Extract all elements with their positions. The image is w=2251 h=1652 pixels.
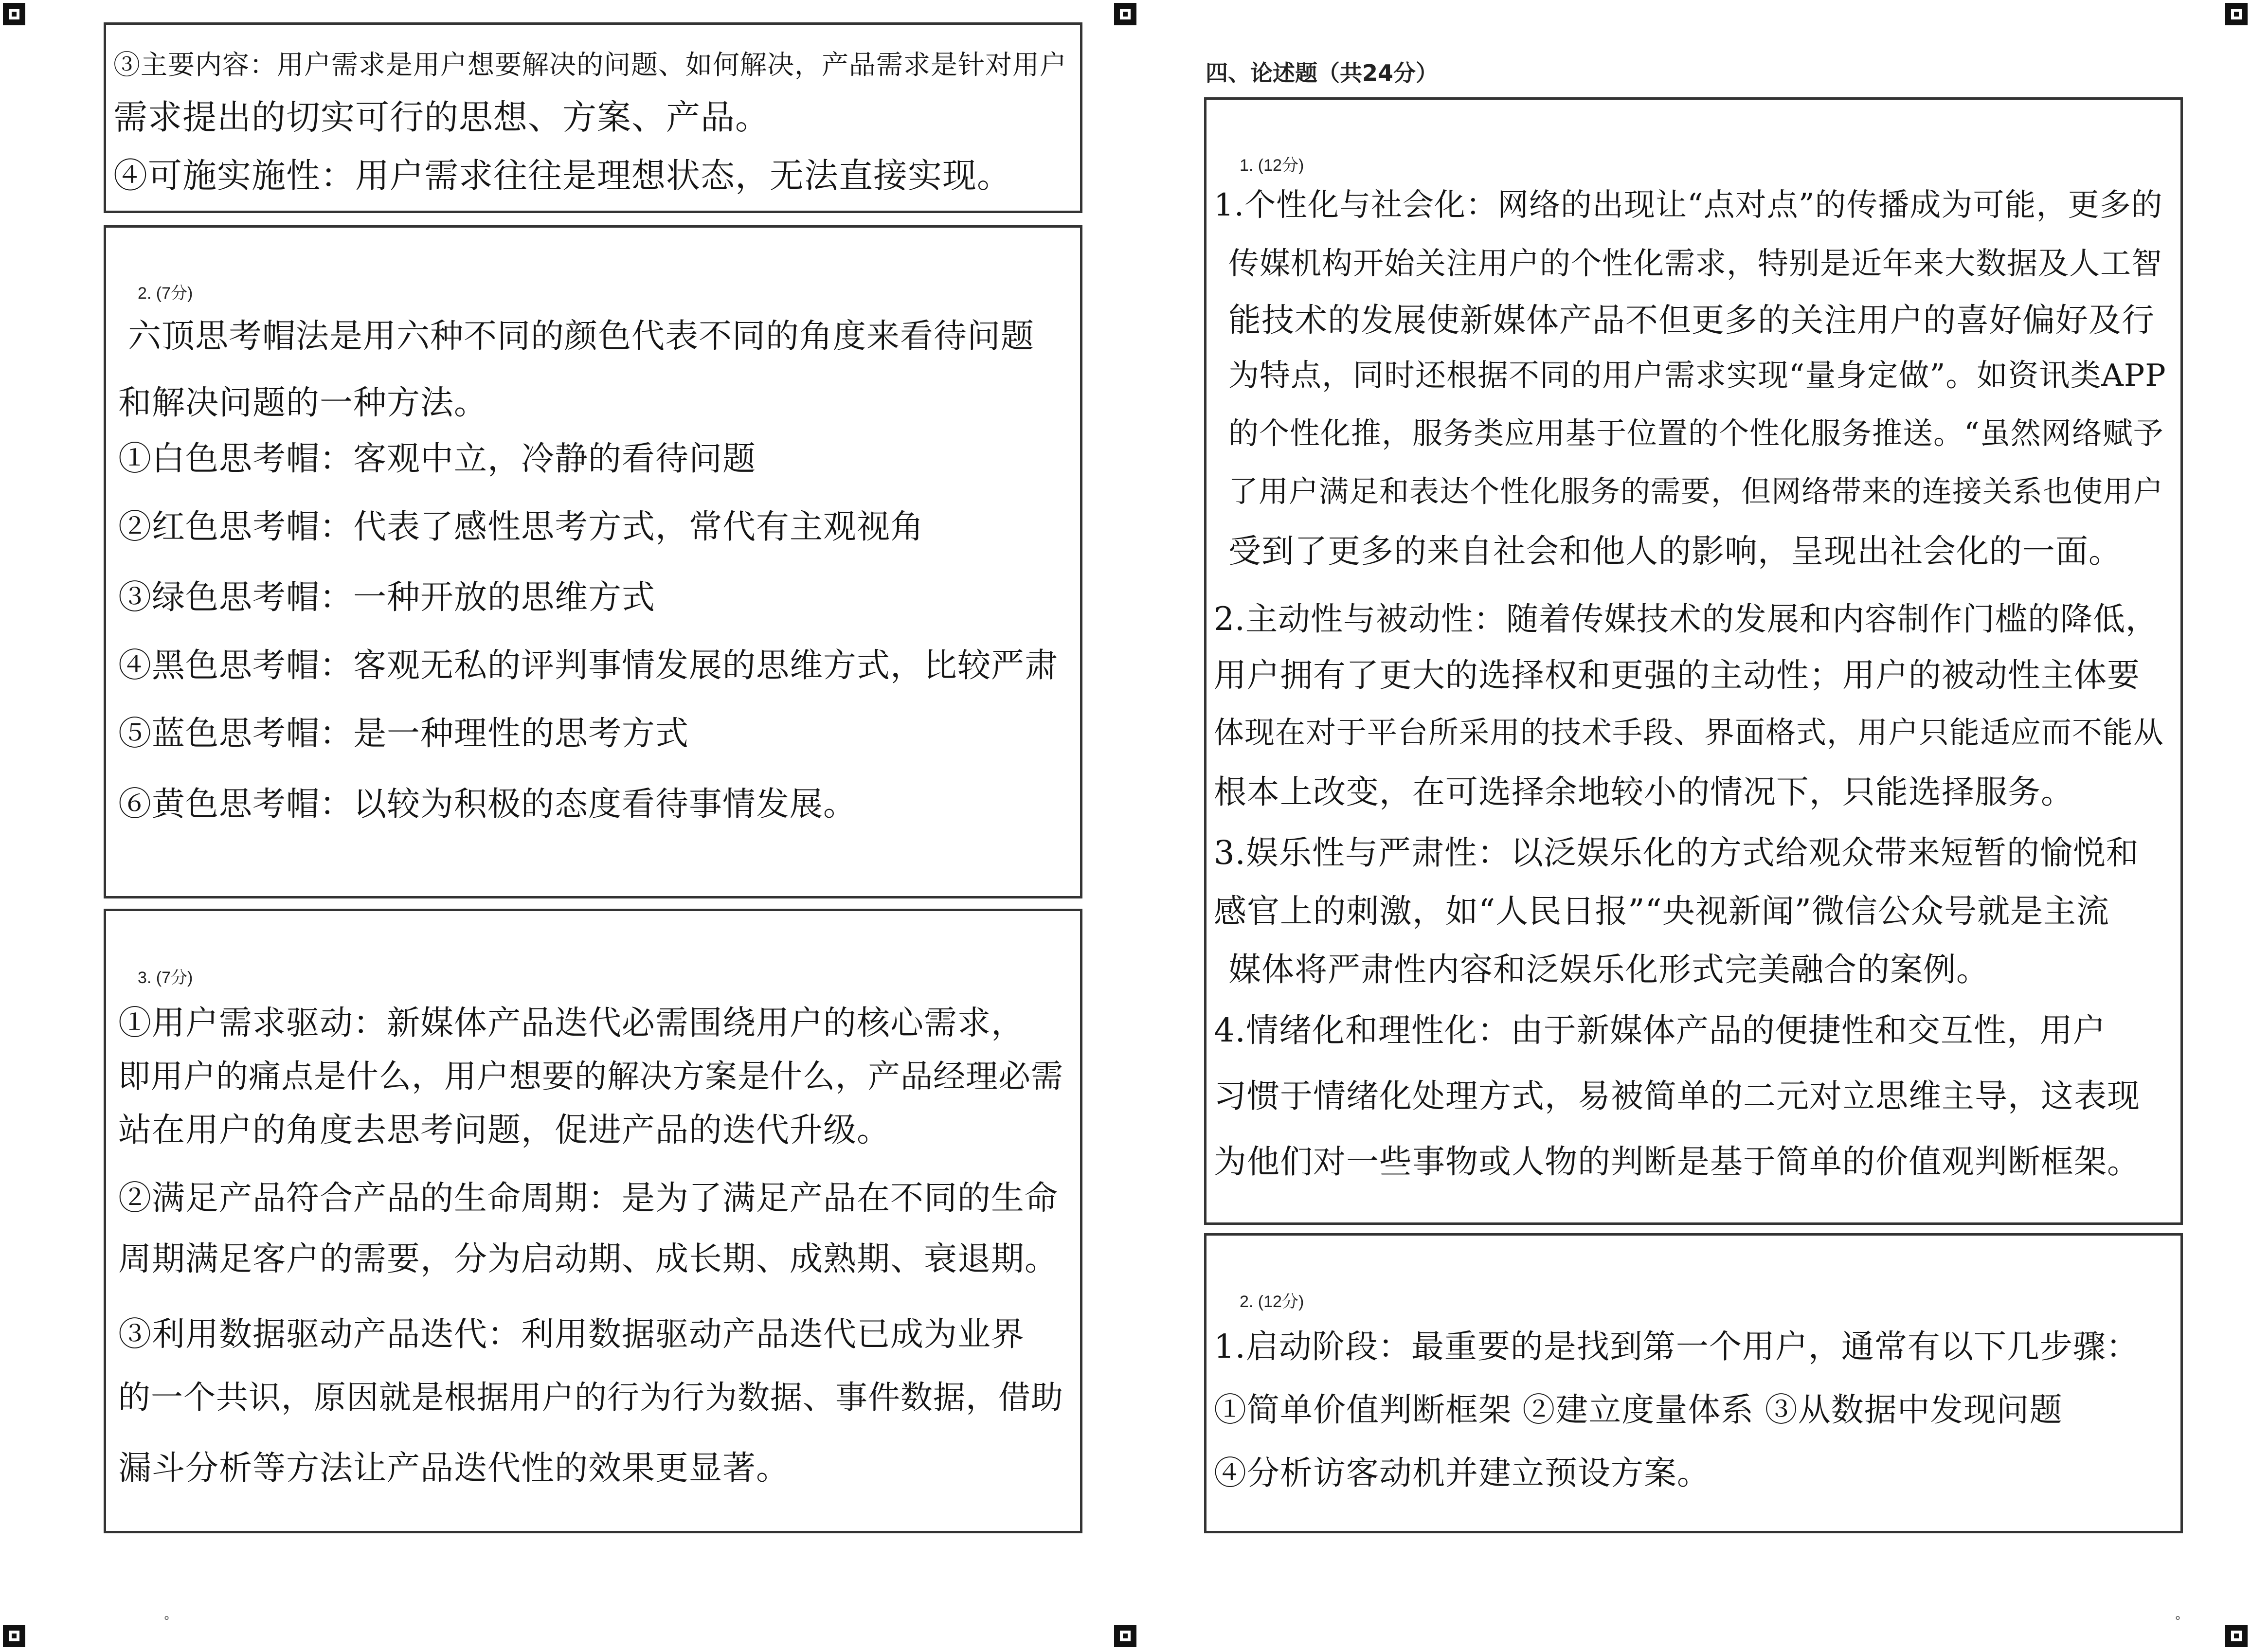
answer-line: ④可施实施性：用户需求往往是理想状态，无法直接实现。 bbox=[113, 156, 1011, 196]
answer-line: ①白色思考帽：客观中立，冷静的看待问题 bbox=[118, 440, 756, 478]
answer-line: ①简单价值判断框架 ②建立度量体系 ③从数据中发现问题 bbox=[1214, 1391, 2063, 1429]
answer-line: 的个性化推，服务类应用基于位置的个性化服务推送。“虽然网络赋予 bbox=[1228, 415, 2164, 451]
answer-line: ⑥黄色思考帽：以较为积极的态度看待事情发展。 bbox=[118, 785, 857, 824]
answer-line: ④分析访客动机并建立预设方案。 bbox=[1214, 1454, 1710, 1492]
answer-line: 即用户的痛点是什么，用户想要的解决方案是什么，产品经理必需 bbox=[118, 1058, 1063, 1095]
answer-line: ③主要内容：用户需求是用户想要解决的问题、如何解决，产品需求是针对用户 bbox=[113, 49, 1067, 80]
section-title: 四、论述题（共24分） bbox=[1206, 60, 1439, 86]
answer-box-question-3 bbox=[104, 909, 1082, 1533]
answer-line: ⑤蓝色思考帽：是一种理性的思考方式 bbox=[118, 715, 689, 753]
answer-line: 和解决问题的一种方法。 bbox=[118, 384, 488, 422]
answer-line: 周期满足客户的需要，分为启动期、成长期、成熟期、衰退期。 bbox=[118, 1240, 1059, 1278]
registration-marker-bottom-center bbox=[1114, 1625, 1136, 1647]
question-label: 1. (12分) bbox=[1240, 156, 1304, 175]
scan-speck: ° bbox=[2175, 1614, 2181, 1629]
registration-marker-top-left bbox=[3, 3, 25, 25]
answer-line: 为他们对一些事物或人物的判断是基于简单的价值观判断框架。 bbox=[1214, 1143, 2140, 1181]
answer-line: 为特点，同时还根据不同的用户需求实现“量身定做”。如资讯类APP bbox=[1228, 358, 2166, 393]
answer-line: 能技术的发展使新媒体产品不但更多的关注用户的喜好偏好及行 bbox=[1228, 301, 2155, 339]
answer-line: 受到了更多的来自社会和他人的影响，呈现出社会化的一面。 bbox=[1228, 532, 2122, 570]
answer-line: 的一个共识，原因就是根据用户的行为行为数据、事件数据，借助 bbox=[118, 1379, 1063, 1416]
answer-line: 1.启动阶段：最重要的是找到第一个用户，通常有以下几步骤： bbox=[1214, 1328, 2139, 1365]
answer-line: 习惯于情绪化处理方式，易被简单的二元对立思维主导，这表现 bbox=[1214, 1077, 2140, 1115]
answer-line: ①用户需求驱动：新媒体产品迭代必需围绕用户的核心需求， bbox=[118, 1004, 1025, 1042]
answer-line: 漏斗分析等方法让产品迭代性的效果更显著。 bbox=[118, 1449, 790, 1488]
answer-line: 需求提出的切实可行的思想、方案、产品。 bbox=[113, 97, 770, 137]
scan-speck: ° bbox=[163, 1614, 170, 1629]
answer-line: ③绿色思考帽：一种开放的思维方式 bbox=[118, 578, 656, 617]
registration-marker-bottom-right bbox=[2225, 1625, 2248, 1647]
answer-line: ②红色思考帽：代表了感性思考方式，常代有主观视角 bbox=[118, 508, 924, 546]
answer-line: 3.娱乐性与严肃性：以泛娱乐化的方式给观众带来短暂的愉悦和 bbox=[1214, 834, 2139, 872]
question-label: 3. (7分) bbox=[138, 969, 193, 987]
registration-marker-top-center bbox=[1114, 3, 1136, 25]
answer-line: 六顶思考帽法是用六种不同的颜色代表不同的角度来看待问题 bbox=[128, 317, 1035, 356]
answer-line: 体现在对于平台所采用的技术手段、界面格式，用户只能适应而不能从 bbox=[1214, 715, 2164, 750]
question-label: 2. (7分) bbox=[138, 284, 193, 303]
answer-line: ④黑色思考帽：客观无私的评判事情发展的思维方式，比较严肃 bbox=[118, 646, 1059, 685]
answer-line: ②满足产品符合产品的生命周期：是为了满足产品在不同的生命 bbox=[118, 1179, 1059, 1218]
registration-marker-bottom-left bbox=[3, 1625, 25, 1647]
answer-line: 根本上改变，在可选择余地较小的情况下，只能选择服务。 bbox=[1214, 773, 2074, 811]
answer-line: 传媒机构开始关注用户的个性化需求，特别是近年来大数据及人工智 bbox=[1228, 246, 2162, 281]
answer-line: 2.主动性与被动性：随着传媒技术的发展和内容制作门槛的降低， bbox=[1214, 600, 2158, 638]
answer-line: 了用户满足和表达个性化服务的需要，但网络带来的连接关系也使用户 bbox=[1228, 474, 2164, 509]
answer-line: 站在用户的角度去思考问题，促进产品的迭代升级。 bbox=[118, 1111, 891, 1149]
answer-line: ③利用数据驱动产品迭代：利用数据驱动产品迭代已成为业界 bbox=[118, 1315, 1025, 1354]
answer-line: 媒体将严肃性内容和泛娱乐化形式完美融合的案例。 bbox=[1228, 951, 1989, 988]
registration-marker-top-right bbox=[2225, 3, 2248, 25]
answer-line: 用户拥有了更大的选择权和更强的主动性；用户的被动性主体要 bbox=[1214, 656, 2140, 694]
answer-line: 4.情绪化和理性化：由于新媒体产品的便捷性和交互性，用户 bbox=[1214, 1011, 2106, 1049]
answer-line: 1.个性化与社会化：网络的出现让“点对点”的传播成为可能，更多的 bbox=[1214, 187, 2163, 223]
answer-line: 感官上的刺激，如“人民日报”“央视新闻”微信公众号就是主流 bbox=[1214, 892, 2110, 930]
question-label: 2. (12分) bbox=[1240, 1293, 1304, 1311]
